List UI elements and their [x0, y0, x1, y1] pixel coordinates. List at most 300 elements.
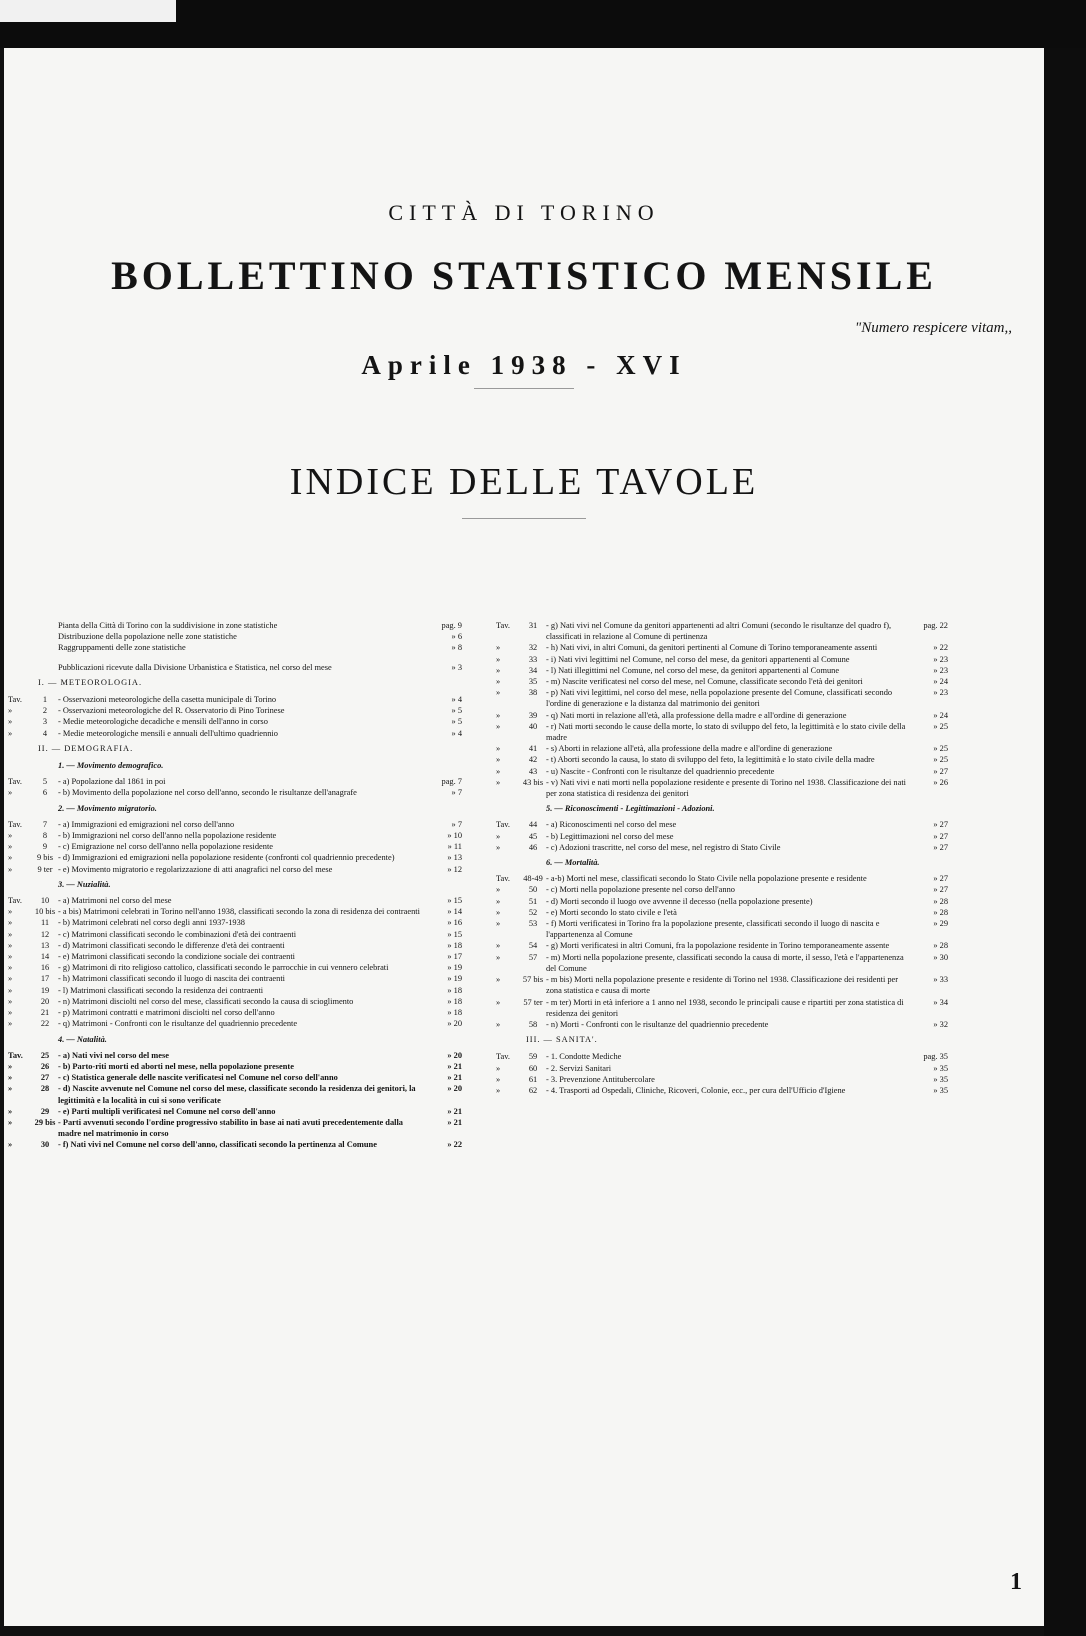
table-number: 30: [40, 1140, 50, 1150]
page-reference: » 4: [451, 695, 462, 705]
page-reference: » 17: [447, 952, 462, 962]
index-entry: [496, 721, 948, 743]
page-reference: » 15: [447, 896, 462, 906]
table-label: »: [496, 677, 501, 687]
entry-title: - a) Riconoscimenti nel corso del mese: [546, 820, 677, 830]
table-label: Tav.: [496, 621, 510, 630]
table-label: »: [8, 831, 13, 841]
table-label: »: [8, 952, 13, 962]
page-reference: » 25: [933, 721, 948, 731]
subsection-heading: 3. — Nuzialità.: [58, 879, 111, 889]
table-number: 40: [528, 721, 538, 731]
index-entry: [8, 951, 462, 962]
scan-right-border: [1044, 48, 1086, 1636]
table-label: »: [496, 831, 501, 841]
index-entry: [496, 896, 948, 907]
index-entry: [8, 642, 462, 653]
entry-title: - c) Statistica generale delle nascite verificatesi nel Comune nel corso dell'anno: [58, 1073, 338, 1083]
entry-title: - a) Immigrazioni ed emigrazioni nel corso dell'anno: [58, 819, 235, 829]
table-label: Tav.: [8, 896, 22, 906]
table-label: Tav.: [8, 1050, 23, 1060]
table-number: 51: [528, 896, 538, 906]
entry-title: - l) Nati illegittimi nel Comune, nel corso del mese, da genitori appartenenti al Comune: [546, 665, 840, 675]
index-entry: [8, 728, 462, 739]
table-number: 9 bis: [36, 853, 54, 863]
table-label: »: [8, 1106, 13, 1116]
table-number: 21: [40, 1008, 50, 1018]
entry-title: Raggruppamenti delle zone statistiche: [58, 643, 186, 653]
entry-title: - c) Adozioni trascritte, nel corso del mese, nel registro di Stato Civile: [546, 842, 781, 852]
page-reference: » 27: [933, 766, 948, 776]
table-label: »: [496, 941, 501, 951]
table-number: 45: [528, 831, 538, 841]
table-number: 38: [528, 688, 538, 698]
table-number: 41: [528, 744, 538, 754]
index-column-right: [496, 620, 948, 1096]
table-number: 5: [42, 777, 48, 787]
index-entry: [8, 906, 462, 917]
index-entry: [8, 1106, 462, 1117]
table-label: »: [496, 885, 501, 895]
index-entry: [496, 974, 948, 996]
page-reference: » 16: [447, 918, 462, 928]
table-label: »: [496, 721, 501, 731]
entry-title: - p) Matrimoni contratti e matrimoni disciolti nel corso dell'anno: [58, 1008, 275, 1018]
table-label: »: [8, 706, 13, 716]
page-reference: » 4: [451, 728, 462, 738]
table-label: Tav.: [8, 777, 22, 787]
table-label: »: [8, 1061, 13, 1071]
entry-title: - b) Matrimoni celebrati nel corso degli anni 1937-1938: [58, 918, 245, 928]
table-label: »: [8, 940, 13, 950]
table-label: »: [8, 1019, 13, 1029]
page-reference: pag. 7: [441, 777, 462, 787]
entry-title: - g) Matrimoni di rito religioso cattolico, classificati secondo le parrocchie in cui vennero celebrati: [58, 963, 389, 973]
index-entry: [8, 631, 462, 642]
entry-title: - t) Aborti secondo la causa, lo stato di sviluppo del feto, la legittimità e lo stato civile della madre: [546, 755, 875, 765]
index-entry: [496, 1051, 948, 1062]
entry-title: - Medie meteorologiche decadiche e mensili dell'anno in corso: [58, 717, 268, 727]
page-reference: » 27: [933, 885, 948, 895]
page-reference: » 30: [933, 952, 948, 962]
index-entry: [8, 620, 462, 631]
page-reference: » 29: [933, 919, 948, 929]
table-label: »: [8, 974, 13, 984]
index-entry: [496, 819, 948, 830]
table-label: »: [8, 842, 13, 852]
entry-title: - 4. Trasporti ad Ospedali, Cliniche, Ricoveri, Colonie, ecc., per cura dell'Ufficio d'Igiene: [546, 1085, 846, 1095]
table-number: 16: [40, 963, 50, 973]
table-label: »: [496, 688, 501, 698]
table-label: »: [496, 665, 501, 675]
entry-title: - a) Popolazione dal 1861 in poi: [58, 777, 166, 787]
entry-title: - e) Movimento migratorio e regolarizzazione di atti anagrafici nel corso del mese: [58, 864, 333, 874]
table-label: »: [496, 896, 501, 906]
page-reference: » 11: [447, 842, 462, 852]
entry-title: - r) Nati morti secondo le cause della morte, lo stato di sviluppo del feto, la legittimità e lo stato civile della madre: [546, 721, 906, 743]
entry-title: - f) Morti verificatesi in Torino fra la popolazione presente, classificati secondo il luogo di nascita e l'appartenenza al Comune: [546, 919, 880, 940]
entry-title: Pubblicazioni ricevute dalla Divisione Urbanistica e Statistica, nel corso del mese: [58, 662, 332, 672]
table-label: »: [496, 907, 501, 917]
page-reference: » 15: [447, 929, 462, 939]
index-entry: [8, 776, 462, 787]
page-reference: » 18: [447, 940, 462, 950]
entry-title: - q) Matrimoni - Confronti con le risultanze del quadriennio precedente: [58, 1019, 298, 1029]
section-heading: II. — DEMOGRAFIA.: [38, 743, 134, 753]
entry-title: - b) Immigrazioni nel corso dell'anno nella popolazione residente: [58, 831, 277, 841]
table-label: »: [496, 975, 501, 985]
entry-title: - f) Nati vivi nel Comune nel corso dell'anno, classificati secondo la pertinenza al Comune: [58, 1140, 377, 1150]
page-reference: » 35: [933, 1085, 948, 1095]
table-number: 25: [40, 1050, 50, 1060]
page-reference: » 23: [933, 688, 948, 698]
table-number: 3: [42, 717, 48, 727]
index-entry: [8, 852, 462, 863]
index-entry: [496, 620, 948, 642]
table-number: 44: [528, 820, 538, 830]
index-entry: [8, 1117, 462, 1139]
page-reference: » 18: [447, 985, 462, 995]
index-entry: [8, 1061, 462, 1072]
table-label: »: [8, 907, 13, 917]
index-entry: [496, 1085, 948, 1096]
entry-title: Pianta della Città di Torino con la suddivisione in zone statistiche: [58, 621, 278, 630]
subsection-heading: 6. — Mortalità.: [546, 858, 600, 868]
bulletin-title: BOLLETTINO STATISTICO MENSILE: [111, 253, 937, 298]
index-entry: [8, 1072, 462, 1083]
entry-title: - a-b) Morti nel mese, classificati secondo lo Stato Civile nella popolazione presente e residente: [546, 874, 867, 884]
index-entry: [8, 662, 462, 673]
page-reference: pag. 35: [923, 1052, 948, 1062]
page-reference: » 21: [447, 1061, 462, 1071]
page-reference: » 6: [451, 632, 462, 642]
page-reference: » 27: [933, 820, 948, 830]
page-reference: pag. 9: [441, 621, 462, 630]
entry-title: - c) Matrimoni classificati secondo le combinazioni d'età dei contraenti: [58, 929, 297, 939]
index-entry: [496, 710, 948, 721]
page-reference: » 12: [447, 864, 462, 874]
index-entry: [8, 716, 462, 727]
edition-date: Aprile 1938 - XVI: [361, 350, 687, 380]
page-reference: » 27: [933, 874, 948, 884]
table-label: »: [8, 1140, 13, 1150]
page-reference: » 19: [447, 974, 462, 984]
entry-title: - c) Morti nella popolazione presente nel corso dell'anno: [546, 885, 735, 895]
table-number: 12: [40, 929, 50, 939]
page-reference: » 18: [447, 1008, 462, 1018]
table-label: »: [8, 1084, 13, 1094]
index-entry: [496, 754, 948, 765]
index-entry: [496, 665, 948, 676]
index-entry: [8, 1007, 462, 1018]
table-number: 13: [40, 940, 50, 950]
index-entry: [8, 1050, 462, 1061]
entry-title: - 2. Servizi Sanitari: [546, 1063, 612, 1073]
index-entry: [496, 842, 948, 853]
table-label: »: [8, 929, 13, 939]
table-label: Tav.: [8, 819, 22, 829]
entry-title: - d) Morti secondo il luogo ove avvenne il decesso (nella popolazione presente): [546, 896, 813, 906]
table-number: 48-49: [523, 874, 543, 884]
table-number: 59: [528, 1052, 538, 1062]
table-number: 52: [528, 907, 538, 917]
entry-title: - a) Matrimoni nel corso del mese: [58, 896, 172, 906]
table-label: Tav.: [496, 820, 510, 830]
table-label: »: [8, 728, 13, 738]
index-entry: [496, 997, 948, 1019]
index-entry: [8, 973, 462, 984]
index-entry: [8, 830, 462, 841]
page-reference: » 32: [933, 1019, 948, 1029]
index-entry: [496, 642, 948, 653]
entry-title: - Parti avvenuti secondo l'ordine progressivo stabilito in base ai nati avuti precedentemente dalla madre nel matrimonio in corso: [58, 1117, 403, 1139]
table-label: Tav.: [496, 1052, 510, 1062]
table-label: »: [496, 952, 501, 962]
table-label: »: [496, 1085, 501, 1095]
table-label: »: [496, 766, 501, 776]
entry-title: - b) Parto-riti morti ed aborti nel mese, nella popolazione presente: [58, 1061, 294, 1071]
index-entry: [8, 985, 462, 996]
index-entry: [496, 766, 948, 777]
table-label: »: [496, 842, 501, 852]
table-label: »: [496, 1074, 501, 1084]
table-number: 7: [42, 819, 48, 829]
entry-title: - a bis) Matrimoni celebrati in Torino nell'anno 1938, classificati secondo la zona di residenza dei contraenti: [58, 907, 420, 917]
table-number: 22: [40, 1019, 50, 1029]
page-number: 1: [1010, 1569, 1022, 1595]
page-reference: » 20: [447, 1019, 462, 1029]
entry-title: - m) Morti nella popolazione presente, classificati secondo la causa di morte, il sesso, l'età e l'appartenenza del Comune: [546, 952, 904, 973]
table-label: »: [496, 710, 501, 720]
table-label: »: [8, 918, 13, 928]
page-reference: » 24: [933, 677, 948, 687]
table-number: 34: [528, 665, 538, 675]
table-label: »: [496, 654, 501, 664]
page-reference: » 28: [933, 941, 948, 951]
index-entry: [8, 917, 462, 928]
entry-title: - v) Nati vivi e nati morti nella popolazione residente e presente di Torino nel 1938. Classificazione dei nati per zona statistica di residenza dei genitori: [546, 777, 906, 799]
entry-title: - b) Legittimazioni nel corso del mese: [546, 831, 674, 841]
table-number: 33: [528, 654, 538, 664]
page-reference: » 20: [447, 1050, 462, 1060]
table-number: 60: [528, 1063, 538, 1073]
table-number: 35: [528, 677, 538, 687]
index-entry: [8, 962, 462, 973]
table-number: 11: [40, 918, 50, 928]
page-reference: » 22: [933, 643, 948, 653]
entry-title: - m bis) Morti nella popolazione presente e residente di Torino nel 1938. Classificazione dei residenti per zona statistica e causa di morte: [546, 975, 899, 996]
index-entry: [8, 1083, 462, 1105]
page-reference: » 7: [451, 819, 462, 829]
index-entry: [496, 654, 948, 665]
entry-title: - d) Matrimoni classificati secondo le differenze d'età dei contraenti: [58, 940, 285, 950]
index-entry: [496, 1019, 948, 1030]
scan-top-paper-edge: [0, 0, 176, 22]
document-page: [4, 48, 1044, 1626]
table-number: 26: [40, 1061, 50, 1071]
section-heading: I. — METEOROLOGIA.: [38, 677, 143, 687]
index-entry: [8, 996, 462, 1007]
entry-title: - a) Nati vivi nel corso del mese: [58, 1050, 169, 1060]
index-entry: [496, 676, 948, 687]
table-label: »: [496, 919, 501, 929]
entry-title: - Medie meteorologiche mensili e annuali dell'ultimo quadriennio: [58, 728, 278, 738]
entry-title: - 3. Prevenzione Antitubercolare: [546, 1074, 655, 1084]
table-label: »: [8, 1073, 13, 1083]
index-entry: [8, 787, 462, 798]
page-reference: » 25: [933, 755, 948, 765]
table-label: Tav.: [8, 695, 22, 705]
table-number: 19: [40, 985, 50, 995]
entry-title: - c) Emigrazione nel corso dell'anno nella popolazione residente: [58, 842, 273, 852]
page-reference: » 35: [933, 1074, 948, 1084]
index-entry: [8, 1139, 462, 1150]
table-number: 1: [42, 695, 48, 705]
table-number: 58: [528, 1019, 538, 1029]
table-number: 27: [40, 1073, 50, 1083]
divider-rule: [462, 518, 586, 519]
table-number: 14: [40, 952, 50, 962]
page-reference: » 3: [451, 662, 462, 672]
table-number: 61: [528, 1074, 538, 1084]
entry-title: - s) Aborti in relazione all'età, alla professione della madre e all'ordine di generazione: [546, 744, 833, 754]
index-entry: [496, 687, 948, 709]
index-entry: [496, 907, 948, 918]
index-entry: [8, 1018, 462, 1029]
page-reference: » 20: [447, 1084, 462, 1094]
table-label: »: [496, 744, 501, 754]
table-label: »: [8, 963, 13, 973]
index-entry: [8, 940, 462, 951]
index-entry: [8, 864, 462, 875]
page-reference: » 21: [447, 1106, 462, 1116]
page-reference: » 10: [447, 831, 462, 841]
table-label: »: [496, 1063, 501, 1073]
table-label: »: [8, 717, 13, 727]
page-reference: » 35: [933, 1063, 948, 1073]
entry-title: - i) Nati vivi legittimi nel Comune, nel corso del mese, da genitori appartenenti al Comune: [546, 654, 850, 664]
motto: "Numero respicere vitam,,: [854, 320, 1012, 336]
index-entry: [8, 841, 462, 852]
table-label: »: [8, 853, 13, 863]
page-reference: » 5: [451, 706, 462, 716]
page-reference: » 22: [447, 1140, 462, 1150]
table-number: 29 bis: [34, 1117, 56, 1127]
entry-title: - g) Nati vivi nel Comune da genitori appartenenti ad altri Comuni (secondo le risultanze del quadro f), classificati in relazione al Comune di pertinenza: [546, 621, 892, 642]
table-label: »: [496, 777, 501, 787]
table-number: 28: [40, 1084, 50, 1094]
index-title: INDICE DELLE TAVOLE: [289, 461, 759, 503]
table-number: 29: [40, 1106, 50, 1116]
entry-title: - Osservazioni meteorologiche del R. Osservatorio di Pino Torinese: [58, 706, 285, 716]
entry-title: - n) Matrimoni disciolti nel corso del mese, classificati secondo la causa di scioglimento: [58, 996, 354, 1006]
page-reference: » 5: [451, 717, 462, 727]
entry-title: - Osservazioni meteorologiche della casetta municipale di Torino: [58, 695, 277, 705]
index-entry: [8, 705, 462, 716]
table-label: »: [8, 1117, 13, 1127]
table-number: 6: [42, 788, 48, 798]
page-reference: » 24: [933, 710, 948, 720]
table-label: »: [496, 997, 501, 1007]
entry-title: - e) Morti secondo lo stato civile e l'età: [546, 907, 677, 917]
index-entry: [8, 819, 462, 830]
table-number: 10: [40, 896, 50, 906]
table-number: 54: [528, 941, 538, 951]
table-number: 32: [528, 643, 538, 653]
index-column-left: [8, 620, 462, 1151]
table-number: 10 bis: [34, 907, 56, 917]
table-number: 42: [528, 755, 538, 765]
entry-title: - u) Nascite - Confronti con le risultanze del quadriennio precedente: [546, 766, 775, 776]
table-number: 4: [42, 728, 48, 738]
page-reference: » 14: [447, 907, 462, 917]
entry-title: - q) Nati morti in relazione all'età, alla professione della madre e all'ordine di generazione: [546, 710, 847, 720]
entry-title: - m ter) Morti in età inferiore a 1 anno nel 1938, secondo le principali cause e ripartiti per zona statistica di residenza dei genitori: [546, 997, 904, 1018]
index-entry: [8, 895, 462, 906]
page-reference: » 13: [447, 853, 462, 863]
divider-rule: [474, 388, 574, 389]
index-entry: [496, 777, 948, 799]
index-entry: [496, 831, 948, 842]
entry-title: - h) Matrimoni classificati secondo il luogo di nascita dei contraenti: [58, 974, 285, 984]
page-reference: » 34: [933, 997, 948, 1007]
table-label: »: [8, 864, 13, 874]
page-reference: pag. 22: [923, 621, 948, 630]
entry-title: - d) Nascite avvenute nel Comune nel corso del mese, classificate secondo la residenza dei genitori, la legittimità e la località in cui si sono verificate: [58, 1084, 416, 1105]
page-reference: » 33: [933, 975, 948, 985]
table-number: 20: [40, 996, 50, 1006]
table-label: »: [8, 996, 13, 1006]
table-number: 8: [42, 831, 48, 841]
page-reference: » 7: [451, 788, 462, 798]
page-reference: » 28: [933, 896, 948, 906]
entry-title: - m) Nascite verificatesi nel corso del mese, nel Comune, classificate secondo l'età dei genitori: [546, 677, 863, 687]
table-number: 43: [528, 766, 538, 776]
table-number: 53: [528, 919, 538, 929]
table-label: »: [496, 755, 501, 765]
subsection-heading: 4. — Natalità.: [58, 1034, 107, 1044]
page-reference: » 8: [451, 643, 462, 653]
entry-title: - e) Matrimoni classificati secondo la condizione sociale dei contraenti: [58, 952, 295, 962]
table-number: 39: [528, 710, 538, 720]
page-reference: » 27: [933, 831, 948, 841]
table-number: 50: [528, 885, 538, 895]
entry-title: Distribuzione della popolazione nelle zone statistiche: [58, 632, 237, 642]
table-number: 46: [528, 842, 538, 852]
table-number: 62: [528, 1085, 538, 1095]
table-number: 2: [42, 706, 48, 716]
table-number: 57 bis: [522, 975, 544, 985]
page-reference: » 28: [933, 907, 948, 917]
table-label: »: [496, 1019, 501, 1029]
index-entry: [8, 694, 462, 705]
table-number: 31: [528, 621, 538, 630]
entry-title: - 1. Condotte Mediche: [546, 1052, 622, 1062]
table-label: »: [8, 1008, 13, 1018]
index-entry: [496, 884, 948, 895]
table-number: 9 ter: [37, 864, 53, 874]
entry-title: - p) Nati vivi legittimi, nel corso del mese, nella popolazione presente del Comune, classificati secondo l'ordine di generazione e la distanza dal matrimonio dei genitori: [546, 688, 893, 709]
table-label: »: [8, 788, 13, 798]
table-number: 57 ter: [523, 997, 543, 1007]
table-label: Tav.: [496, 874, 510, 884]
section-heading: III. — SANITA'.: [526, 1035, 598, 1045]
index-entry: [8, 929, 462, 940]
page-reference: » 21: [447, 1073, 462, 1083]
page-reference: » 26: [933, 777, 948, 787]
entry-title: - b) Movimento della popolazione nel corso dell'anno, secondo le risultanze dell'anagrafe: [58, 788, 357, 798]
spacer: [8, 654, 462, 662]
